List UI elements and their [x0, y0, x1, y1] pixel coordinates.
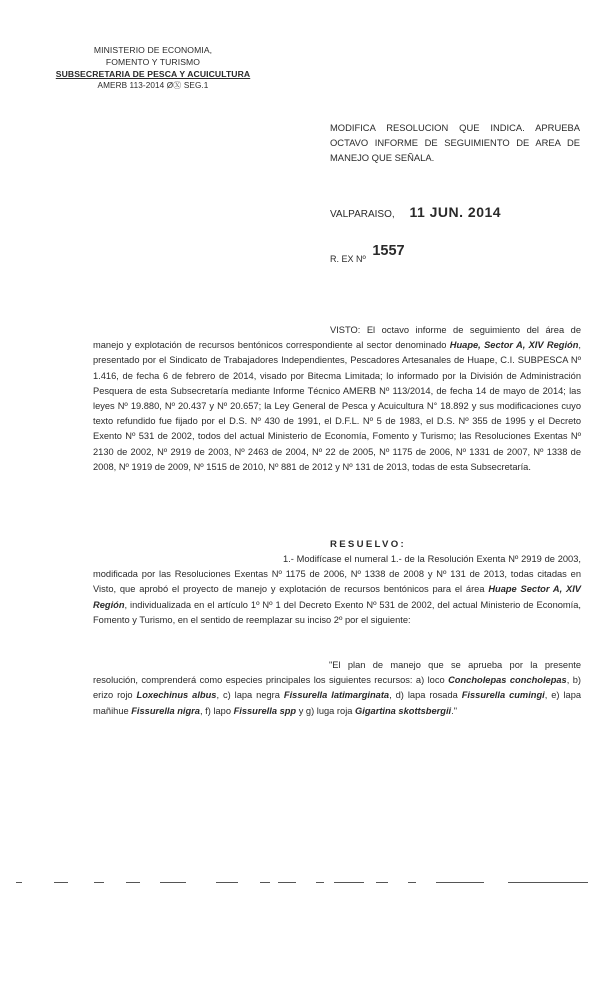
- quote-text-7: y g) luga roja: [296, 705, 356, 716]
- ministry-name: MINISTERIO DE ECONOMIA,: [93, 45, 213, 55]
- point-1-text-2: , individualizada en el artículo 1º Nº 1 del Decreto Exento Nº 531 de 2002, del actual Ministerio de Economía, Fomento y Turismo, en el sentido de reemplazar su inciso 2º por el siguiente:: [93, 599, 581, 625]
- visto-text-2: , presentado por el Sindicato de Trabajadores Independientes, Pescadores Artesanales de Huape, C.I. SUBPESCA Nº 1.416, de fecha 6 de febrero de 2014, visado por Bitecma Limitada; lo informado por la División de Administración Pesquera de esta Subsecretaría mediante Informe Técnico AMERB Nº 113/2014, de fecha 14 de mayo de 2014; las leyes Nº 19.880, Nº 20.437 y Nº 20.657; la Ley General de Pesca y Acuicultura N° 18.892 y sus modificaciones cuyo texto refundido fue fijado por el D.S. Nº 430 de 1991, el D.F.L. Nº 5 de 1983, el D.S. Nº 355 de 1995 y el Decreto Exento Nº 531 de 2002, todos del actual Ministerio de Economía, Fomento y Turismo; las Resoluciones Exentas Nº 2130 de 2002, Nº 2919 de 2003, Nº 2463 de 2004, Nº 22 de 2005, Nº 1175 de 2006, Nº 1331 de 2007, Nº 1338 de 2008, Nº 1919 de 2009, Nº 1515 de 2010, Nº 881 de 2012 y Nº 131 de 2013, todas de esta Subsecretaría.: [93, 340, 581, 472]
- quote-text-3: , c) lapa negra: [216, 690, 284, 701]
- point-1-area-name: Huape Sector A, XIV Región: [93, 584, 581, 610]
- exento-line: [330, 243, 405, 266]
- species-fissurella-spp: Fissurella spp: [233, 705, 297, 716]
- quoted-text: [93, 658, 581, 719]
- quote-text-4: , d) lapa rosada: [389, 690, 462, 701]
- page-bottom-rule: [16, 882, 588, 884]
- quote-text-6: , f) lapo: [199, 705, 234, 716]
- species-loxechinus: Loxechinus albus: [136, 690, 217, 701]
- quote-text-2: , b) erizo rojo: [93, 675, 581, 701]
- point-1-text-1: Exenta Nº 2919 de 2003, modificada por las Resoluciones Exentas Nº 1175 de 2006, Nº 1338 de 2008 y Nº 131 de 2013, todas citadas en Visto, que aprobó el proyecto de manejo y explotación de recursos bentónicos para el área: [93, 554, 581, 595]
- reference-code: AMERB 113-2014 ØⓍ SEG.1: [97, 81, 209, 90]
- resuelvo-heading: RESUELVO:: [330, 539, 406, 550]
- visto-area-name: Huape, Sector A, XIV Región: [449, 340, 579, 351]
- species-gigartina: Gigartina skottsbergii: [355, 705, 452, 716]
- quote-text-5: , e) lapa mañihue: [93, 690, 582, 716]
- species-fissurella-latimarginata: Fissurella latimarginata: [283, 690, 390, 701]
- quote-text-1: presente resolución, comprenderá como especies principales los siguientes recursos: a) loco: [93, 660, 581, 686]
- point-1-lead: 1.- Modifícase el numeral 1.- de la Resolución: [283, 554, 474, 564]
- visto-paragraph: [93, 323, 581, 475]
- species-fissurella-nigra: Fissurella nigra: [131, 705, 200, 716]
- resolution-subject: MODIFICA RESOLUCION QUE INDICA. APRUEBA OCTAVO INFORME DE SEGUIMIENTO DE AREA DE MANEJO QUE SEÑALA.: [330, 122, 580, 163]
- quote-text-8: .": [451, 705, 458, 716]
- subsecretaria-name: SUBSECRETARIA DE PESCA Y ACUICULTURA: [55, 69, 251, 79]
- date-stamp: 11 JUN. 2014: [409, 204, 502, 220]
- visto-lead: VISTO: El octavo informe de seguimiento del área: [330, 325, 565, 335]
- exento-number: 1557: [372, 243, 405, 259]
- species-fissurella-cumingi: Fissurella cumingi: [461, 690, 545, 701]
- place-label: VALPARAISO,: [330, 209, 395, 220]
- species-concholepas: Concholepas concholepas: [448, 675, 567, 686]
- exento-label: R. EX Nº: [330, 254, 366, 264]
- point-1-paragraph: [93, 552, 581, 628]
- letterhead: [38, 44, 268, 92]
- quote-lead: "El plan de manejo que se aprueba por la: [329, 660, 538, 670]
- visto-text-1: de manejo y explotación de recursos bentónicos correspondiente al sector denominado: [93, 325, 581, 351]
- date-line: [330, 204, 580, 220]
- ministry-subtitle: FOMENTO Y TURISMO: [105, 57, 201, 67]
